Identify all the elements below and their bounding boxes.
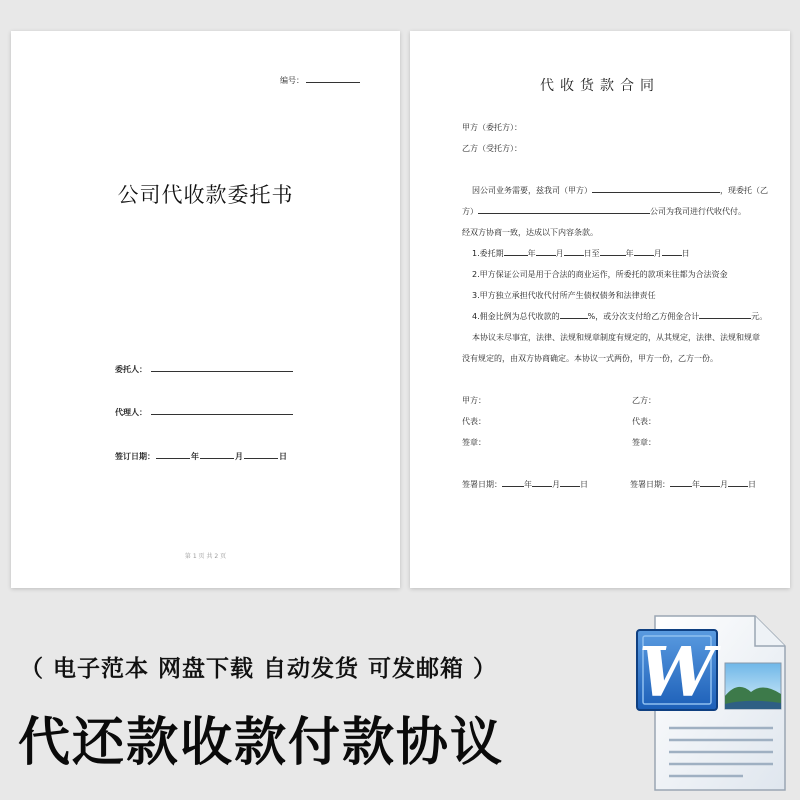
- sign-date-field: 签订日期： 年 月 日: [115, 452, 287, 461]
- word-document-icon: [633, 608, 793, 793]
- paragraph-1b: 方） 公司为我司进行代收代付。: [462, 207, 746, 216]
- paragraph-2: 经双方协商一致，达成以下内容条款。: [462, 228, 598, 237]
- seal-party-a: 签章：: [462, 438, 486, 447]
- clause-text-2: 没有规定的，由双方协商确定。本协议一式两份，甲方一份，乙方一份。: [462, 354, 718, 363]
- rep-party-b: 代表：: [632, 417, 656, 426]
- clause-item-2: 2.甲方保证公司是用于合法的商业运作，所委托的款项来往都为合法资金: [472, 270, 728, 279]
- sign-party-a: 甲方：: [462, 396, 486, 405]
- serial-number: 编号：: [280, 75, 360, 86]
- sign-date-a: 签署日期： 年 月 日: [462, 480, 588, 489]
- agent-field: 代理人：: [115, 407, 293, 418]
- cover-title: 公司代收款委托书: [117, 183, 294, 207]
- principal-field: 委托人：: [115, 364, 293, 375]
- product-title: 代还款收款付款协议: [18, 713, 505, 773]
- sign-date-b: 签署日期： 年 月 日: [630, 480, 756, 489]
- clause-item-4: 4.佣金比例为总代收款的 %，或分次支付给乙方佣金合计 元。: [472, 312, 768, 321]
- sign-party-b: 乙方：: [632, 396, 656, 405]
- clause-item-3: 3.甲方独立承担代收代付所产生债权债务和法律责任: [472, 291, 656, 300]
- seal-party-b: 签章：: [632, 438, 656, 447]
- clause-item-1: 1.委托期 年 月 日至 年 月 日: [472, 249, 690, 258]
- party-b-line: 乙方（受托方）：: [462, 144, 522, 153]
- product-slogan: （ 电子范本 网盘下载 自动发货 可发邮箱 ）: [20, 656, 498, 682]
- rep-party-a: 代表：: [462, 417, 486, 426]
- svg-text:W: W: [638, 633, 716, 713]
- cover-page: [11, 31, 400, 588]
- clause-text-1: 本协议未尽事宜，法律、法规和规章制度有规定的，从其规定，法律、法规和规章: [472, 333, 760, 342]
- page-footer: 第 1 页 共 2 页: [184, 553, 227, 560]
- paragraph-1a: 因公司业务需要，兹我司（甲方） ，现委托（乙: [472, 186, 768, 195]
- contract-page: [410, 31, 790, 588]
- party-a-line: 甲方（委托方）：: [462, 123, 522, 132]
- contract-title: 代收货款合同: [540, 78, 660, 94]
